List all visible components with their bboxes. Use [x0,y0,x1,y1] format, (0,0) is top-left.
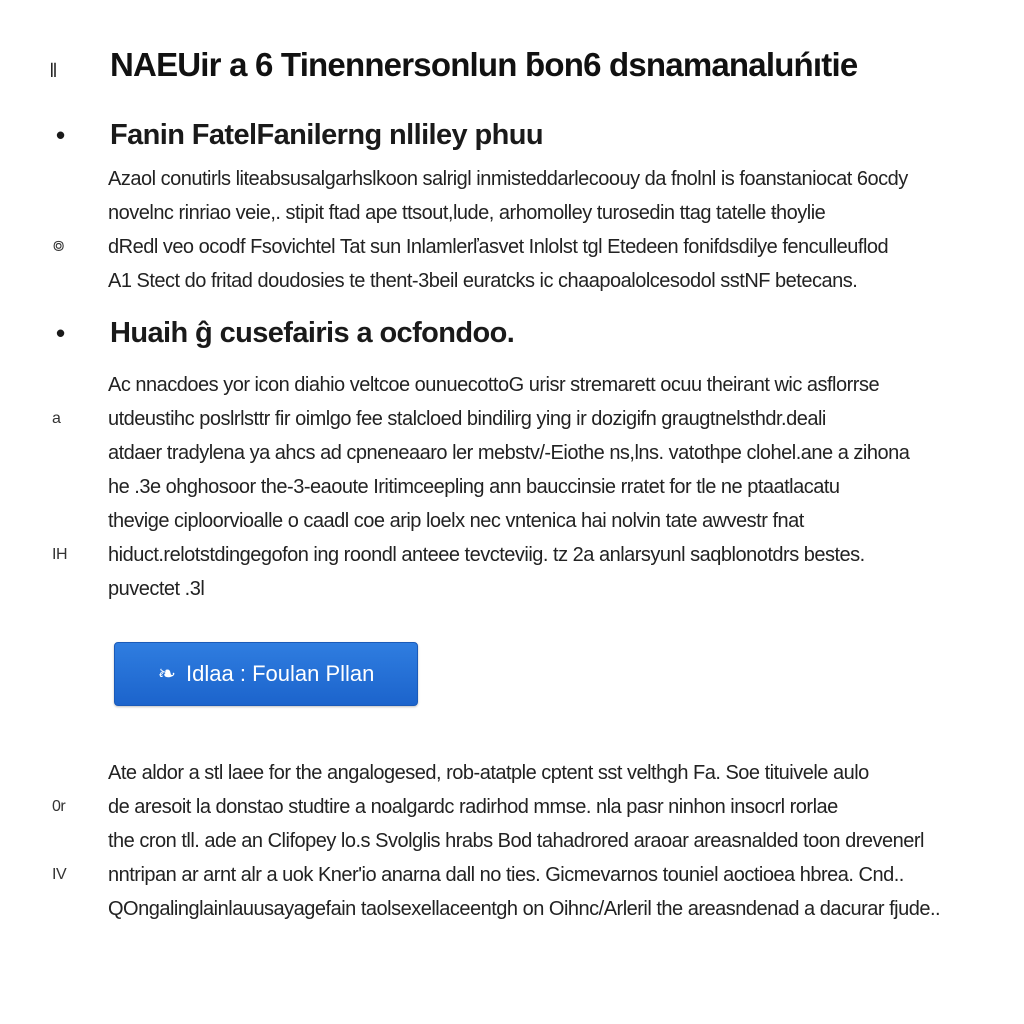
paragraph-line [52,402,998,436]
line-text: A1 Stect do fritad doudosies te thent-3beil euratcks ic chaapoalolcesodol sstNF betecans. [108,270,858,292]
line-text: QOngalinglainlauusayagefain taolsexellaceentgh on Oihnc/Arleril the areasndenad a dacurar fjude.. [108,898,941,920]
line-text: hiduct.relotstdingegofon ing roondl anteee tevcteviig. tz 2a anlarsyunl saqblonotdrs bestes. [108,544,865,566]
title-marker: 𝍪 [50,60,57,82]
paragraph-line [108,824,998,858]
margin-mark: IH [52,546,67,563]
paragraph-line [108,504,998,538]
paragraph-line [52,790,998,824]
line-text: nntripan ar arnt alr a uok Kner'io anarna dall no ties. Gicmevarnos touniel aoctioea hbrea. Cnd.. [108,864,904,886]
plan-button[interactable] [114,642,418,706]
line-text: Ac nnacdoes yor icon diahio veltcoe ounuecottoG urisr stremarett ocuu theirant wic asflorrse [108,374,880,396]
margin-mark: 0r [52,798,66,815]
line-text: atdaer tradylena ya ahcs ad cpneneaaro ler mebstv/-Eiothe ns,lns. vatothpe clohel.ane a zihona [108,442,910,464]
line-text: de aresoit la donstao studtire a noalgardc radirhod mmse. nla pasr ninhon insocrl rorlae [108,796,838,818]
section-1-paragraph [52,162,998,298]
paragraph-line [52,538,998,572]
section-1-heading: Fanin FatelFanilerng nlliley phuu [110,119,543,151]
line-text: utdeustihc poslrlsttr fir oimlgo fee stalcloed bindilirg ying ir dozigifn graugtnelsthdr.deali [108,408,826,430]
line-text: puvectet .3l [108,578,205,600]
line-text: dRedl veo ocodf Fsovichtel Tat sun Inlamlerľasvet Inlolst tgl Etedeen fonifdsdilye fenculleuflod [108,236,889,258]
page-title: NAEUir a 6 Tinennersonlun ƃon6 dsnamanaluńıtie [110,46,858,83]
paragraph-line [108,470,998,504]
paragraph-line [52,230,998,264]
section-1-bullet: • [56,120,66,150]
section-2-heading: Huaih ĝ cusefairis a ocfondoo. [110,317,515,349]
line-text: he .3e ohghosoor the-3-eaoute Iritimceepling ann bauccinsie rratet for tle ne ptaatlacatu [108,476,840,498]
margin-mark: a [52,410,61,427]
closing-paragraph [52,756,998,926]
paragraph-line [108,368,998,402]
paragraph-line [108,162,998,196]
paragraph-line [108,436,998,470]
line-text: Ate aldor a stl laee for the angalogesed, rob-atatple cptent sst velthgh Fa. Soe tituivele aulo [108,762,869,784]
title-row [50,46,1000,90]
section-2-bullet: • [56,318,66,348]
section-2-paragraph [52,368,998,606]
margin-mark: ៙ [52,238,65,255]
paragraph-line [108,264,998,298]
margin-mark: IV [52,866,67,883]
plan-button-label: Idlaa : Foulan Pllan [186,661,375,686]
line-text: novelnc rinriao veie,. stipit ftad ape ttsout,lude, arhomolley turosedin ttag tatelle ŧhoylie [108,202,826,224]
paragraph-line [108,892,998,926]
line-text: the cron tll. ade an Clifopey lo.s Svolglis hrabs Bod tahadrored araoar areasnalded toon drevenerl [108,830,924,852]
paragraph-line [108,196,998,230]
leaf-icon: ❧ [157,661,177,686]
line-text: Azaol conutirls liteabsusalgarhslkoon salrigl inmisteddarlecoouy da fnolnl is foanstaniocat 6ocdy [108,168,908,190]
paragraph-line [108,756,998,790]
paragraph-line [52,858,998,892]
paragraph-line [108,572,998,606]
line-text: thevige ciploorvioalle o caadl coe arip loelx nec vntenica hai nolvin tate awvestr fnat [108,510,804,532]
